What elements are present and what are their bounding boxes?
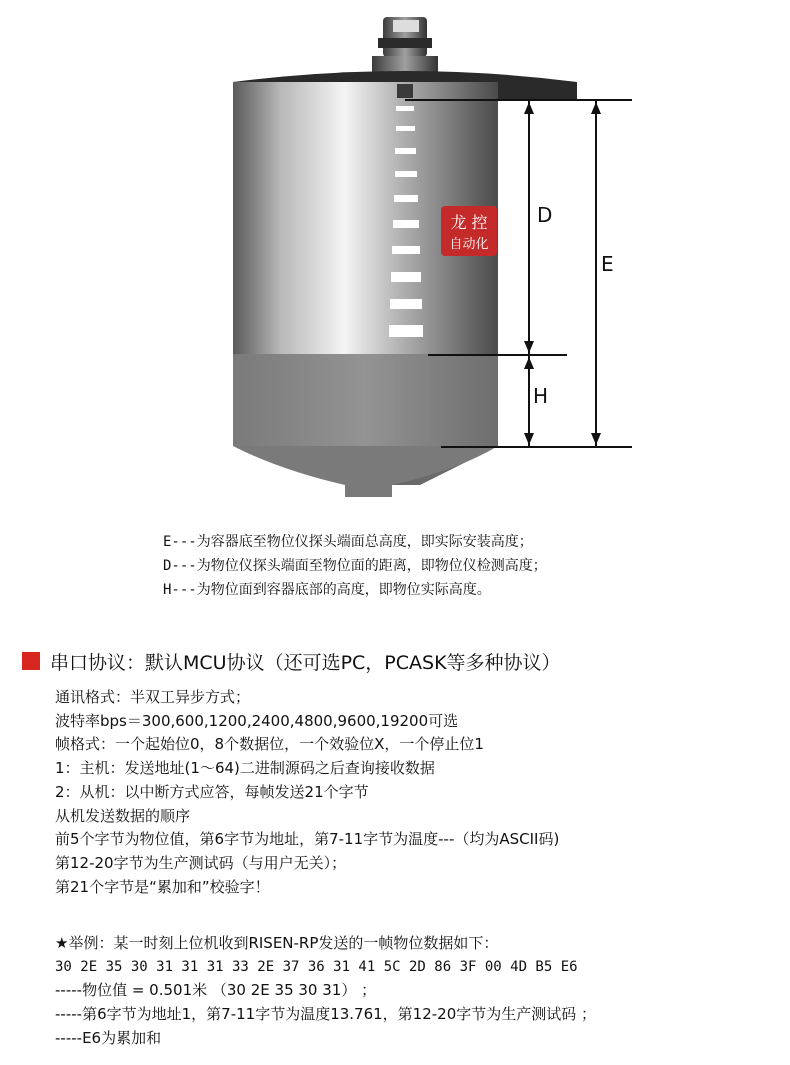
section-heading — [22, 646, 561, 676]
body-line: 2：从机：以中断方式应答，每帧发送21个字节 — [55, 782, 369, 801]
label-h: H — [533, 384, 549, 408]
body-line: 前5个字节为物位值，第6字节为地址，第7-11字节为温度---（均为ASCII码) — [55, 830, 560, 849]
protocol-description — [55, 686, 785, 899]
section-title: 串口协议：默认MCU协议（还可选PC，PCASK等多种协议） — [50, 651, 561, 674]
body-line: 1：主机：发送地址(1～64)二进制源码之后查询接收数据 — [55, 759, 435, 778]
example-note: -----E6为累加和 — [55, 1028, 162, 1047]
label-d: D — [537, 203, 553, 227]
example-block — [55, 932, 785, 1051]
example-note: -----物位值 = 0.501米 （30 2E 35 30 31） ； — [55, 981, 377, 1000]
watermark-logo — [441, 206, 497, 256]
section-marker — [22, 652, 40, 670]
body-line: 通讯格式：半双工异步方式； — [55, 688, 251, 706]
svg-text:自动化: 自动化 — [449, 237, 489, 252]
caption-d: D---为物位仪探头端面至物位面的距离，即物位仪检测高度； — [163, 558, 547, 574]
example-bytes: 30 2E 35 30 31 31 31 33 2E 37 36 31 41 5C 2D 86 3F 00 4D B5 E6 — [55, 958, 578, 975]
label-e: E — [601, 252, 614, 276]
example-note: -----第6字节为地址1，第7-11字节为温度13.761，第12-20字节为生产测试码 ； — [55, 1005, 597, 1024]
tank-level-diagram — [0, 0, 790, 510]
body-line: 波特率bps＝300,600,1200,2400,4800,9600,19200可选 — [55, 711, 459, 730]
body-line: 帧格式：一个起始位0，8个数据位，一个效验位X，一个停止位1 — [55, 735, 484, 754]
body-line: 第21个字节是“累加和”校验字！ — [55, 877, 270, 896]
svg-text:龙 控: 龙 控 — [450, 213, 488, 232]
body-line: 从机发送数据的顺序 — [55, 806, 191, 825]
body-line: 第12-20字节为生产测试码（与用户无关）； — [55, 853, 347, 872]
caption-e: E---为容器底至物位仪探头端面总高度，即实际安装高度； — [163, 534, 533, 550]
caption-h: H---为物位面到容器底部的高度，即物位实际高度。 — [163, 582, 491, 598]
sensor-probe — [372, 17, 438, 78]
example-intro: ★举例：某一时刻上位机收到RISEN-RP发送的一帧物位数据如下： — [55, 934, 499, 952]
